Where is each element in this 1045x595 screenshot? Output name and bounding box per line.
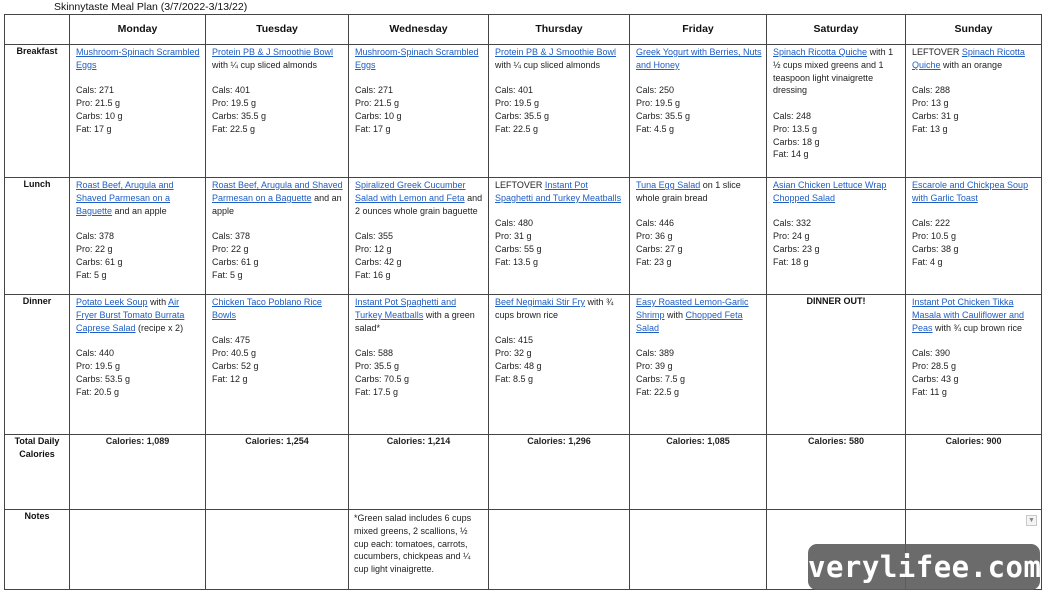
calories-value: Cals: 288 [912, 85, 951, 96]
fat-value: Fat: 17.5 g [355, 386, 399, 397]
nutrition-info [76, 84, 201, 135]
meal-description [636, 179, 762, 205]
lunch-cell [767, 178, 906, 295]
calories-value: Cals: 475 [212, 335, 251, 346]
calories-value: Cals: 378 [212, 231, 251, 242]
lunch-row [5, 178, 1042, 295]
recipe-link[interactable]: Protein PB & J Smoothie Bowl [212, 47, 334, 57]
notes-cell [206, 510, 349, 590]
fat-value: Fat: 8.5 g [495, 373, 534, 384]
nutrition-info [636, 217, 762, 268]
protein-value: Pro: 40.5 g [212, 348, 257, 359]
calories-value: Cals: 389 [636, 348, 675, 359]
calories-value: Cals: 250 [636, 85, 675, 96]
calories-value: Cals: 378 [76, 231, 115, 242]
recipe-link[interactable]: Mushroom-Spinach Scrambled Eggs [355, 47, 479, 70]
meal-description [212, 296, 344, 322]
protein-value: Pro: 21.5 g [355, 98, 400, 109]
row-label-breakfast: Breakfast [5, 45, 70, 178]
dinner-cell [70, 295, 206, 435]
carbs-value: Carbs: 61 g [212, 256, 259, 267]
protein-value: Pro: 13.5 g [773, 123, 818, 134]
carbs-value: Carbs: 10 g [355, 110, 402, 121]
day-header: Tuesday [206, 15, 349, 45]
nutrition-info [636, 347, 762, 398]
calories-value: Cals: 446 [636, 218, 675, 229]
protein-value: Pro: 31 g [495, 231, 532, 242]
lunch-cell [630, 178, 767, 295]
calories-value: Cals: 222 [912, 218, 951, 229]
nutrition-info [212, 84, 344, 135]
protein-value: Pro: 21.5 g [76, 98, 121, 109]
meal-entry [630, 178, 766, 271]
fat-value: Fat: 11 g [912, 386, 947, 397]
page-title: Skinnytaste Meal Plan (3/7/2022-3/13/22) [54, 1, 248, 13]
calories-value: Cals: 440 [76, 348, 115, 359]
calories-value: Cals: 355 [355, 231, 394, 242]
daily-calories-total: Calories: 1,296 [489, 435, 630, 510]
calories-value: Cals: 480 [495, 218, 534, 229]
carbs-value: Carbs: 70.5 g [355, 373, 410, 384]
nutrition-info [495, 84, 625, 135]
meal-suffix: with 1 ½ cups mixed greens and 1 teaspoon light vinaigrette dressing [773, 47, 894, 96]
fat-value: Fat: 22.5 g [636, 386, 680, 397]
meal-description [212, 179, 344, 217]
meal-description [212, 46, 344, 72]
calories-value: Cals: 415 [495, 335, 534, 346]
calories-value: Cals: 271 [76, 85, 115, 96]
breakfast-cell [630, 45, 767, 178]
nutrition-info [212, 230, 344, 281]
calories-value: Cals: 390 [912, 348, 951, 359]
protein-value: Pro: 19.5 g [212, 98, 257, 109]
nutrition-info [76, 230, 201, 281]
meal-suffix: on 1 slice whole grain bread [636, 180, 741, 203]
breakfast-cell [767, 45, 906, 178]
protein-value: Pro: 32 g [495, 348, 532, 359]
meal-entry [489, 178, 629, 271]
calories-value: Cals: 271 [355, 85, 394, 96]
meal-connector: with [664, 309, 686, 320]
meal-suffix: and an apple [212, 192, 342, 216]
fat-value: Fat: 22.5 g [212, 123, 256, 134]
nutrition-info [773, 217, 901, 268]
notes-cell [349, 510, 489, 590]
daily-calories-total: Calories: 1,214 [349, 435, 489, 510]
dinner-cell [489, 295, 630, 435]
day-header: Monday [70, 15, 206, 45]
protein-value: Pro: 19.5 g [636, 98, 681, 109]
meal-entry [906, 295, 1041, 400]
recipe-link[interactable]: Instant Pot Spaghetti and Turkey Meatballs [495, 180, 622, 203]
fat-value: Fat: 20.5 g [76, 386, 120, 397]
recipe-link[interactable]: Beef Negimaki Stir Fry [495, 297, 586, 307]
carbs-value: Carbs: 31 g [912, 110, 959, 121]
fat-value: Fat: 5 g [76, 269, 107, 280]
daily-calories-total: Calories: 1,089 [70, 435, 206, 510]
dropdown-arrow-icon[interactable]: ▼ [1026, 515, 1037, 526]
meal-description [495, 179, 625, 205]
carbs-value: Carbs: 53.5 g [76, 373, 131, 384]
daily-calories-total: Calories: 1,254 [206, 435, 349, 510]
carbs-value: Carbs: 35.5 g [636, 110, 691, 121]
meal-entry [767, 45, 905, 163]
total-row [5, 435, 1042, 510]
protein-value: Pro: 12 g [355, 243, 392, 254]
meal-description [912, 296, 1037, 334]
calories-value: Cals: 588 [355, 348, 394, 359]
meal-entry [70, 45, 205, 138]
recipe-link[interactable]: Greek Yogurt with Berries, Nuts and Honey [636, 47, 762, 70]
meal-suffix: with an orange [940, 59, 1003, 70]
carbs-value: Carbs: 10 g [76, 110, 123, 121]
nutrition-info [912, 84, 1037, 135]
meal-entry [906, 178, 1041, 271]
meal-suffix: with ¾ cup brown rice [932, 322, 1023, 333]
carbs-value: Carbs: 35.5 g [495, 110, 550, 121]
note-text: *Green salad includes 6 cups mixed greens, 2 scallions, ½ cup each: tomatoes, carrots, cucumbers, chickpeas and ¼ cup light vinaigrette. [354, 513, 472, 575]
meal-suffix: with a green salad* [355, 309, 475, 333]
meal-description [355, 296, 484, 334]
recipe-link[interactable]: Mushroom-Spinach Scrambled Eggs [76, 47, 200, 70]
watermark: verylifee.com [808, 544, 1040, 590]
meal-prefix: LEFTOVER [912, 47, 962, 57]
nutrition-info [355, 84, 484, 135]
protein-value: Pro: 13 g [912, 98, 949, 109]
nutrition-info [912, 347, 1037, 398]
fat-value: Fat: 17 g [355, 123, 391, 134]
meal-entry [489, 295, 629, 388]
notes-cell [489, 510, 630, 590]
fat-value: Fat: 23 g [636, 256, 672, 267]
recipe-link[interactable]: Spinach Ricotta Quiche [912, 47, 1025, 70]
row-label-lunch: Lunch [5, 178, 70, 295]
calories-value: Cals: 401 [212, 85, 251, 96]
meal-description [636, 296, 762, 334]
recipe-link[interactable]: Tuna Egg Salad [636, 180, 701, 190]
meal-suffix: with ¾ cups brown rice [495, 297, 614, 320]
nutrition-info [495, 217, 625, 268]
dinner-cell [349, 295, 489, 435]
day-header: Friday [630, 15, 767, 45]
lunch-cell [70, 178, 206, 295]
recipe-link[interactable]: Instant Pot Spaghetti and Turkey Meatballs [355, 297, 457, 320]
meal-prefix: LEFTOVER [495, 180, 545, 190]
meal-suffix: and an apple [112, 205, 167, 216]
carbs-value: Carbs: 52 g [212, 360, 259, 371]
breakfast-cell [906, 45, 1042, 178]
meal-description [355, 179, 484, 217]
recipe-link[interactable]: Escarole and Chickpea Soup with Garlic Toast [912, 180, 1029, 203]
recipe-link[interactable]: Roast Beef, Arugula and Shaved Parmesan on a Baguette [76, 180, 174, 216]
meal-description [76, 46, 201, 72]
recipe-link[interactable]: Chicken Taco Poblano Rice Bowls [212, 297, 322, 320]
recipe-link[interactable]: Instant Pot Chicken Tikka Masala with Cauliflower and Peas [912, 297, 1025, 333]
carbs-value: Carbs: 61 g [76, 256, 123, 267]
recipe-link[interactable]: Spiralized Greek Cucumber Salad with Lemon and Feta [355, 180, 466, 203]
meal-entry [489, 45, 629, 138]
calories-value: Cals: 248 [773, 110, 812, 121]
carbs-value: Carbs: 38 g [912, 243, 959, 254]
protein-value: Pro: 22 g [76, 243, 113, 254]
notes-cell [630, 510, 767, 590]
nutrition-info [636, 84, 762, 135]
nutrition-info [495, 334, 625, 385]
carbs-value: Carbs: 27 g [636, 243, 683, 254]
meal-entry [70, 295, 205, 400]
protein-value: Pro: 19.5 g [76, 360, 121, 371]
meal-entry [206, 45, 348, 138]
carbs-value: Carbs: 55 g [495, 243, 542, 254]
day-header: Thursday [489, 15, 630, 45]
meal-suffix: with ¼ cup sliced almonds [495, 59, 601, 70]
fat-value: Fat: 13.5 g [495, 256, 539, 267]
protein-value: Pro: 36 g [636, 231, 673, 242]
dinner-row [5, 295, 1042, 435]
meal-plan-table [4, 14, 1042, 590]
nutrition-info [773, 110, 901, 161]
recipe-link[interactable]: Chopped Feta Salad [636, 309, 743, 333]
protein-value: Pro: 28.5 g [912, 360, 957, 371]
daily-calories-total: Calories: 1,085 [630, 435, 767, 510]
breakfast-row [5, 45, 1042, 178]
meal-entry [630, 295, 766, 400]
protein-value: Pro: 19.5 g [495, 98, 540, 109]
daily-calories-total: Calories: 580 [767, 435, 906, 510]
meal-entry [630, 45, 766, 138]
carbs-value: Carbs: 35.5 g [212, 110, 267, 121]
fat-value: Fat: 12 g [212, 373, 248, 384]
protein-value: Pro: 24 g [773, 231, 810, 242]
meal-description [773, 46, 901, 97]
meal-description [495, 46, 625, 72]
day-header: Wednesday [349, 15, 489, 45]
fat-value: Fat: 13 g [912, 123, 948, 134]
protein-value: Pro: 22 g [212, 243, 249, 254]
carbs-value: Carbs: 7.5 g [636, 373, 686, 384]
calories-value: Cals: 401 [495, 85, 534, 96]
day-header: Sunday [906, 15, 1042, 45]
day-header: Saturday [767, 15, 906, 45]
meal-entry [349, 178, 488, 283]
fat-value: Fat: 4 g [912, 256, 943, 267]
fat-value: Fat: 18 g [773, 256, 809, 267]
breakfast-cell [489, 45, 630, 178]
fat-value: Fat: 17 g [76, 123, 112, 134]
recipe-link[interactable]: Potato Leek Soup [76, 297, 148, 307]
daily-calories-total: Calories: 900 [906, 435, 1042, 510]
row-label-total: Total Daily Calories [5, 435, 70, 510]
lunch-cell [206, 178, 349, 295]
meal-connector: with [147, 297, 169, 307]
dinner-cell [630, 295, 767, 435]
meal-description [76, 296, 201, 334]
recipe-link[interactable]: Protein PB & J Smoothie Bowl [495, 47, 617, 57]
carbs-value: Carbs: 42 g [355, 256, 402, 267]
nutrition-info [355, 230, 484, 281]
meal-entry [206, 295, 348, 388]
meal-description [495, 296, 625, 322]
protein-value: Pro: 35.5 g [355, 360, 400, 371]
meal-entry [206, 178, 348, 283]
fat-value: Fat: 22.5 g [495, 123, 539, 134]
recipe-link[interactable]: Asian Chicken Lettuce Wrap Chopped Salad [773, 180, 887, 203]
breakfast-cell [206, 45, 349, 178]
dinner-cell: DINNER OUT! [767, 295, 906, 435]
meal-suffix: (recipe x 2) [135, 322, 184, 333]
meal-entry [349, 295, 488, 400]
fat-value: Fat: 4.5 g [636, 123, 675, 134]
carbs-value: Carbs: 43 g [912, 373, 959, 384]
breakfast-cell [70, 45, 206, 178]
fat-value: Fat: 5 g [212, 269, 243, 280]
nutrition-info [355, 347, 484, 398]
protein-value: Pro: 39 g [636, 360, 673, 371]
row-label-dinner: Dinner [5, 295, 70, 435]
lunch-cell [906, 178, 1042, 295]
meal-entry [767, 178, 905, 271]
fat-value: Fat: 14 g [773, 149, 809, 160]
meal-suffix: with ¼ cup sliced almonds [212, 59, 318, 70]
protein-value: Pro: 10.5 g [912, 231, 957, 242]
dinner-cell [206, 295, 349, 435]
recipe-link[interactable]: Roast Beef, Arugula and Shaved Parmesan on a Baguette [212, 180, 343, 203]
meal-description [76, 179, 201, 217]
meal-suffix: and 2 ounces whole grain baguette [355, 192, 483, 216]
recipe-link[interactable]: Air Fryer Burst Tomato Burrata Caprese Salad [76, 297, 185, 333]
recipe-link[interactable]: Spinach Ricotta Quiche [773, 47, 868, 57]
carbs-value: Carbs: 23 g [773, 243, 820, 254]
carbs-value: Carbs: 18 g [773, 136, 820, 147]
meal-description [355, 46, 484, 72]
nutrition-info [212, 334, 344, 385]
nutrition-info [912, 217, 1037, 268]
dinner-cell [906, 295, 1042, 435]
nutrition-info [76, 347, 201, 398]
lunch-cell [489, 178, 630, 295]
meal-description [636, 46, 762, 72]
fat-value: Fat: 16 g [355, 269, 391, 280]
meal-entry [70, 178, 205, 283]
carbs-value: Carbs: 48 g [495, 360, 542, 371]
meal-entry [906, 45, 1041, 138]
calories-value: Cals: 332 [773, 218, 812, 229]
breakfast-cell [349, 45, 489, 178]
recipe-link[interactable]: Easy Roasted Lemon-Garlic Shrimp [636, 297, 749, 320]
notes-cell [70, 510, 206, 590]
lunch-cell [349, 178, 489, 295]
header-row [5, 15, 1042, 45]
meal-description [912, 46, 1037, 72]
corner-cell [5, 15, 70, 45]
meal-description [912, 179, 1037, 205]
row-label-notes: Notes [5, 510, 70, 590]
meal-description [773, 179, 901, 205]
meal-entry [349, 45, 488, 138]
